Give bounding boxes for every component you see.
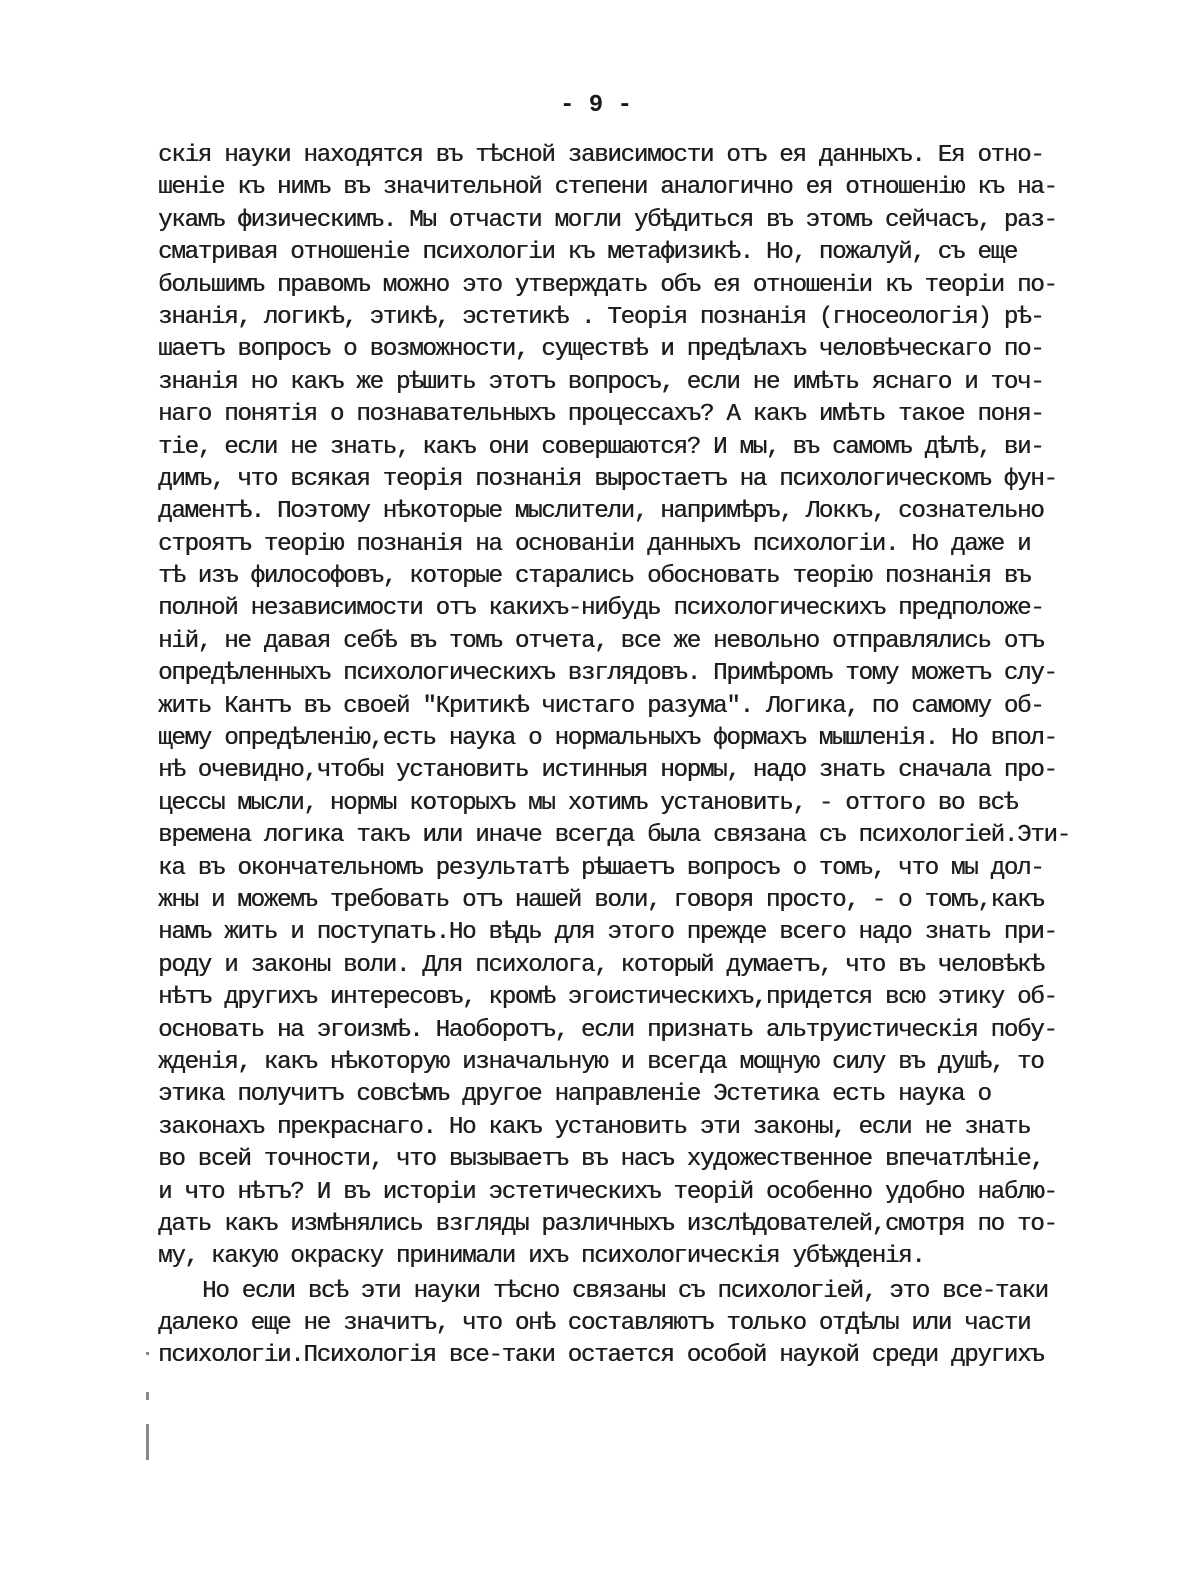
margin-speck — [146, 1392, 149, 1400]
text-line: основать на эгоизмѣ. Наоборотъ, если признать альтруистическія побу- — [158, 1016, 1057, 1044]
text-line: полной независимости отъ какихъ-нибудь психологическихъ предположе- — [158, 595, 1044, 623]
text-line: наго понятія о познавательныхъ процессахъ? А какъ имѣть такое поня- — [158, 401, 1044, 429]
text-line: законахъ прекраснаго. Но какъ установить эти законы, если не знать — [158, 1113, 1031, 1141]
page-number: - 9 - — [560, 92, 633, 119]
text-line: укамъ физическимъ. Мы отчасти могли убѣдиться въ этомъ сейчасъ, раз- — [158, 206, 1057, 234]
text-line: скія науки находятся въ тѣсной зависимости отъ ея данныхъ. Ея отно- — [158, 142, 1044, 169]
text-line: большимъ правомъ можно это утверждать объ ея отношеніи къ теоріи по- — [158, 271, 1057, 299]
text-line: щему опредѣленію,есть наука о нормальныхъ формахъ мышленія. Но впол- — [158, 725, 1057, 753]
text-line: жденія, какъ нѣкоторую изначальную и всегда мощную силу въ душѣ, то — [158, 1048, 1044, 1076]
margin-speck — [146, 1424, 149, 1460]
text-line: знанія но какъ же рѣшить этотъ вопросъ, если не имѣть яснаго и точ- — [158, 368, 1044, 396]
text-line: шаетъ вопросъ о возможности, существѣ и предѣлахъ человѣческаго по- — [158, 336, 1044, 364]
text-line: этика получитъ совсѣмъ другое направленіе Эстетика есть наука о — [158, 1081, 991, 1109]
text-line: нѣ очевидно,чтобы установить истинныя нормы, надо знать сначала про- — [158, 757, 1057, 785]
text-line: времена логика такъ или иначе всегда была связана съ психологіей.Эти- — [158, 822, 1070, 850]
text-line: роду и законы воли. Для психолога, который думаетъ, что въ человѣкѣ — [158, 951, 1044, 979]
text-line: димъ, что всякая теорія познанія выростаетъ на психологическомъ фун- — [158, 465, 1057, 493]
text-line: му, какую окраску принимали ихъ психологическія убѣжденія. — [158, 1243, 925, 1271]
text-line: сматривая отношеніе психологіи къ метафизикѣ. Но, пожалуй, съ еще — [158, 239, 1017, 267]
text-line: Но если всѣ эти науки тѣсно связаны съ психологіей, это все-таки — [202, 1277, 1048, 1305]
text-line: опредѣленныхъ психологическихъ взглядовъ. Примѣромъ тому можетъ слу- — [158, 660, 1057, 688]
text-line: строятъ теорію познанія на основаніи данныхъ психологіи. Но даже и — [158, 530, 1031, 558]
body-text — [158, 140, 1078, 1373]
text-line: психологіи.Психологія все-таки остается особой наукой среди другихъ — [158, 1342, 1044, 1370]
text-line: цессы мысли, нормы которыхъ мы хотимъ установить, - оттого во всѣ — [158, 789, 1017, 817]
text-line: нѣтъ другихъ интересовъ, кромѣ эгоистическихъ,придется всю этику об- — [158, 984, 1057, 1012]
text-line: дать какъ измѣнялись взгляды различныхъ изслѣдователей,смотря по то- — [158, 1210, 1057, 1238]
text-line: знанія, логикѣ, этикѣ, эстетикѣ . Теорія познанія (гносеологія) рѣ- — [158, 303, 1044, 331]
text-line: шеніе къ нимъ въ значительной степени аналогично ея отношенію къ на- — [158, 174, 1057, 202]
text-line: ка въ окончательномъ результатѣ рѣшаетъ вопросъ о томъ, что мы дол- — [158, 854, 1044, 882]
text-line: тѣ изъ философовъ, которые старались обосновать теорію познанія въ — [158, 563, 1031, 591]
margin-speck — [146, 1352, 149, 1355]
paragraph-2 — [158, 1276, 1078, 1373]
text-line: ній, не давая себѣ въ томъ отчета, все же невольно отправлялись отъ — [158, 627, 1044, 655]
text-line: намъ жить и поступать.Но вѣдь для этого прежде всего надо знать при- — [158, 919, 1057, 947]
text-line: во всей точности, что вызываетъ въ насъ художественное впечатлѣніе, — [158, 1146, 1044, 1174]
text-line: жны и можемъ требовать отъ нашей воли, говоря просто, - о томъ,какъ — [158, 886, 1044, 914]
paragraph-1 — [158, 140, 1078, 1274]
text-line: и что нѣтъ? И въ исторіи эстетическихъ теорій особенно удобно наблю- — [158, 1178, 1057, 1206]
text-line: тіе, если не знать, какъ они совершаются? И мы, въ самомъ дѣлѣ, ви- — [158, 433, 1044, 461]
text-line: далеко еще не значитъ, что онѣ составляютъ только отдѣлы или части — [158, 1310, 1031, 1338]
text-line: жить Кантъ въ своей "Критикѣ чистаго разума". Логика, по самому об- — [158, 692, 1044, 720]
text-line: даментѣ. Поэтому нѣкоторые мыслители, напримѣръ, Локкъ, сознательно — [158, 498, 1044, 526]
